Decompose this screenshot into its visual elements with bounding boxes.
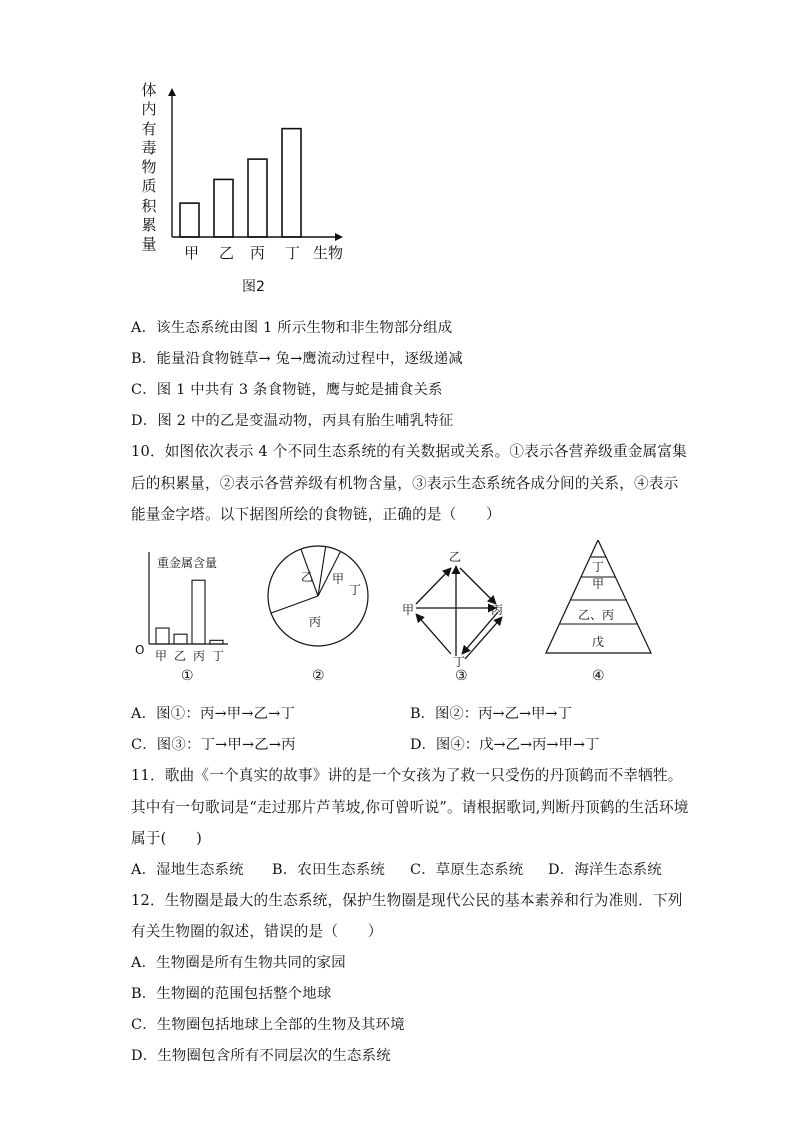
fig4-level: 戊 (592, 635, 605, 649)
ylabel-char: 有 (141, 119, 157, 138)
figure-2-bar (282, 129, 301, 237)
fig3-arrow-yi-bing (460, 568, 496, 604)
fig1-category-label: 丁 (212, 649, 225, 663)
q12-option-a: A．生物圈是所有生物共同的家园 (131, 955, 346, 971)
ylabel-char: 量 (141, 235, 157, 254)
fig2-label: 乙 (301, 570, 314, 584)
q11-option-b: B．农田生态系统 (272, 862, 385, 878)
fig4-level: 丁 (592, 560, 605, 574)
q10-option-d: D．图④：戊→乙→丙→甲→丁 (410, 737, 600, 753)
q12-option-b: B．生物圈的范围包括整个地球 (131, 986, 332, 1002)
q10-stem-line: 后的积累量，②表示各营养级有机物含量，③表示生态系统各成分间的关系，④表示 (131, 475, 679, 492)
q12-option-d: D．生物圈包含所有不同层次的生态系统 (131, 1048, 391, 1064)
q10-option-c: C．图③：丁→甲→乙→丙 (131, 737, 296, 753)
q11-option-c: C．草原生态系统 (410, 862, 524, 878)
fig2-label: 甲 (332, 572, 345, 586)
q11-stem-line: 其中有一句歌词是“走过那片芦苇坡,你可曾听说”。请根据歌词,判断丹顶鹤的生活环境 (131, 799, 689, 816)
figure-2-category-label: 乙 (219, 244, 235, 262)
q10-option-a: A．图①：丙→甲→乙→丁 (131, 706, 296, 722)
figure-2-caption: 图2 (242, 279, 265, 295)
figure-2-category-label: 丙 (250, 244, 266, 262)
q10-stem-line: 能量金字塔。以下据图所绘的食物链，正确的是（ ） (131, 506, 501, 523)
q11-stem-line: 属于( ) (131, 830, 202, 847)
fig3-arrow-jia-yi (416, 568, 451, 604)
fig3-node: 丙 (491, 603, 504, 617)
fig3-node: 甲 (402, 603, 415, 617)
ylabel-char: 体 (141, 81, 157, 99)
figure-2-bar (180, 203, 199, 237)
q9-option-d: D．图 2 中的乙是变温动物，丙具有胎生哺乳特征 (131, 413, 454, 429)
fig1-category-label: 丙 (193, 649, 206, 663)
fig3-arrows (416, 566, 502, 659)
figure-2-x-axis-arrow (335, 233, 343, 241)
ylabel-char: 内 (141, 100, 157, 119)
figure-2-y-axis-label (141, 81, 157, 255)
fig4-level: 乙、丙 (578, 608, 615, 622)
q10-stem-line: 10．如图依次表示 4 个不同生态系统的有关数据或关系。①表示各营养级重金属富集 (131, 443, 687, 460)
fig1-bars (156, 580, 223, 644)
ylabel-char: 物 (141, 158, 157, 177)
q9-option-c: C．图 1 中共有 3 条食物链，鹰与蛇是捕食关系 (131, 382, 443, 398)
q9-option-a: A．该生态系统由图 1 所示生物和非生物部分组成 (131, 320, 453, 336)
figure-2 (135, 76, 365, 301)
fig3-number: ③ (455, 668, 468, 684)
ylabel-char: 毒 (141, 138, 157, 157)
fig4-level: 甲 (592, 577, 605, 591)
fig2-label: 丙 (309, 615, 322, 629)
fig2-number: ② (312, 668, 325, 684)
fig1-category-label: 甲 (155, 649, 168, 663)
q9-option-b: B．能量沿食物链草→ 兔→鹰流动过程中，逐级递减 (131, 351, 463, 367)
fig2-label: 丁 (349, 583, 362, 597)
fig1-bar (192, 580, 205, 644)
fig1-number: ① (181, 668, 194, 684)
figure-2-category-label: 丁 (285, 244, 301, 262)
q12-option-c: C．生物圈包括地球上全部的生物及其环境 (131, 1017, 405, 1033)
fig3-arrow-bing-ding-b (465, 617, 502, 659)
fig3-node: 丁 (453, 655, 466, 669)
figure-2-category-label: 甲 (184, 244, 200, 262)
fig1-origin: O (135, 643, 145, 657)
q11-stem-line: 11．歌曲《一个真实的故事》讲的是一个女孩为了救一只受伤的丹顶鹤而不幸牺牲。 (131, 767, 683, 784)
figure-2-chart (135, 76, 365, 301)
q10-option-b: B．图②：丙→乙→甲→丁 (410, 706, 572, 722)
q12-stem-line: 有关生物圈的叙述，错误的是（ ） (131, 923, 383, 940)
q12-stem-line: 12．生物圈是最大的生态系统，保护生物圈是现代公民的基本素养和行为准则．下列 (131, 892, 683, 909)
ylabel-char: 积 (141, 196, 157, 215)
ylabel-char: 质 (141, 177, 157, 196)
fig1-category-label: 乙 (174, 649, 187, 663)
q11-option-d: D．海洋生态系统 (548, 862, 662, 878)
figure-2-bar (214, 179, 233, 237)
figure-2-bar (248, 159, 267, 237)
fig3-arrow-ding-jia (416, 614, 451, 654)
fig1-bar (174, 634, 187, 644)
fig3-node: 乙 (449, 550, 462, 564)
fig4-number: ④ (592, 668, 605, 684)
figure-2-x-axis-label: 生物 (313, 244, 344, 262)
fig1-bar (156, 628, 169, 644)
fig3-arrow-bing-ding-a (462, 612, 498, 654)
ylabel-char: 累 (141, 216, 157, 235)
q11-option-a: A．湿地生态系统 (131, 862, 244, 878)
fig2-pie-slice-edge (271, 596, 318, 613)
figure-2-y-axis-arrow (168, 88, 176, 96)
q10-figures (135, 540, 670, 690)
fig1-y-label: 重金属含量 (157, 556, 218, 570)
